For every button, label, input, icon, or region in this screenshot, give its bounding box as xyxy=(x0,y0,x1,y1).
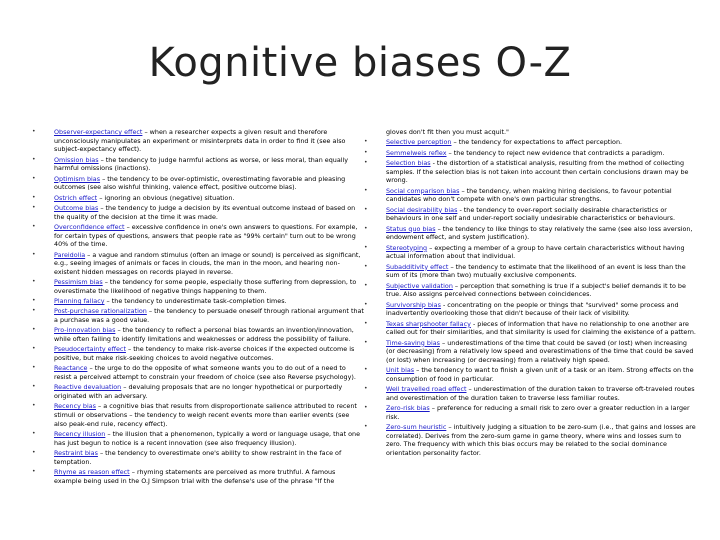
bias-term-link[interactable]: Post-purchase rationalization xyxy=(54,307,147,316)
bullet-icon: • xyxy=(32,383,36,391)
bias-description: – the tendency to like things to stay relatively the same (see also loss aversion, endowment effect, and system justification). xyxy=(386,224,693,242)
bias-description: – the tendency for some people, especially those suffering from depression, to overestimate the likelihood of negative things happening to them. xyxy=(54,278,357,295)
bias-term-link[interactable]: Subadditivity effect xyxy=(386,262,449,271)
bullet-icon: • xyxy=(364,319,368,327)
bias-term-link[interactable]: Semmelweis reflex xyxy=(386,148,447,157)
bias-term-link[interactable]: Recency bias xyxy=(54,402,96,411)
bias-list-item xyxy=(32,448,364,466)
bias-list-item xyxy=(364,138,698,147)
bias-term-link[interactable]: Ostrich effect xyxy=(54,193,98,202)
bias-term-link[interactable]: Optimism bias xyxy=(54,174,101,183)
bullet-icon: • xyxy=(364,205,368,213)
bias-list-item xyxy=(32,250,364,277)
bias-term-link[interactable]: Pessimism bias xyxy=(54,278,103,287)
bullet-icon: • xyxy=(364,385,368,393)
bias-term-link[interactable]: Reactance xyxy=(54,364,88,373)
bullet-icon: • xyxy=(364,159,368,167)
bullet-icon: • xyxy=(32,203,36,211)
bias-list-item xyxy=(32,345,364,363)
bias-term-link[interactable]: Stereotyping xyxy=(386,243,428,252)
bullet-icon: • xyxy=(32,467,36,475)
bias-list-item xyxy=(32,128,364,154)
bias-description: – the urge to do the opposite of what someone wants you to do out of a need to resist a perceived attempt to constrain your freedom of choice (see also Reverse psychology). xyxy=(54,364,356,381)
bias-term-link[interactable]: Overconfidence effect xyxy=(54,222,125,231)
bias-list-item xyxy=(32,278,364,295)
bias-description: – the tendency to judge a decision by its eventual outcome instead of based on the quality of the decision at the time it was made. xyxy=(54,203,356,221)
bullet-icon: • xyxy=(32,326,36,334)
bias-description: – devaluing proposals that are no longer hypothetical or purportedly originated with an adversary. xyxy=(54,383,343,400)
bias-description: – the tendency to want to finish a given unit of a task or an item. Strong effects on the consumption of food in particular. xyxy=(386,366,694,383)
bias-description: – preference for reducing a small risk to zero over a greater reduction in a larger risk. xyxy=(386,404,690,421)
bullet-icon: • xyxy=(364,423,368,431)
bias-term-link[interactable]: Well travelled road effect xyxy=(386,385,467,394)
bullet-icon: • xyxy=(32,307,36,315)
bias-list-item xyxy=(364,404,698,421)
bias-list-item xyxy=(364,205,698,223)
bias-description: – intuitively judging a situation to be zero-sum (i.e., that gains and losses are correlated). Derives from the zero-sum game in game theory, where wins and losses sum to zero. The frequency with which this bias occurs may be related to the social dominance orientation personality factor. xyxy=(386,423,696,457)
bias-list-item xyxy=(364,300,698,318)
bias-term-link[interactable]: Status quo bias xyxy=(386,224,436,233)
bias-list-item xyxy=(32,174,364,192)
right-bias-list xyxy=(364,128,698,458)
bias-term-link[interactable]: Pseudocertainty effect xyxy=(54,345,126,354)
bullet-icon: • xyxy=(364,300,368,308)
bias-list-item xyxy=(364,423,698,457)
bias-description: – the tendency to persuade oneself through rational argument that a purchase was a good value. xyxy=(54,307,364,325)
bias-term-link[interactable]: Planning fallacy xyxy=(54,297,105,306)
bullet-icon: • xyxy=(32,364,36,372)
bullet-icon: • xyxy=(32,278,36,286)
bias-description: – excessive confidence in one's own answers to questions. For example, for certain types of questions, answers that people rate as "99% certain" turn out to be wrong 40% of the time. xyxy=(54,222,358,249)
bullet-icon: • xyxy=(364,281,368,289)
bias-term-link[interactable]: Rhyme as reason effect xyxy=(54,467,130,476)
bias-list-item xyxy=(32,203,364,221)
bias-list-item xyxy=(364,281,698,299)
bias-description: – expecting a member of a group to have certain characteristics without having actual information about that individual. xyxy=(386,243,685,261)
bullet-icon: • xyxy=(364,224,368,232)
bias-term-link[interactable]: Pro-innovation bias xyxy=(54,326,116,335)
bias-term-link[interactable]: Survivorship bias xyxy=(386,300,441,309)
left-bias-list xyxy=(32,128,364,485)
bias-term-link[interactable]: Zero-sum heuristic xyxy=(386,423,447,432)
bias-description: - the distortion of a statistical analysis, resulting from the method of collecting samples. If the selection bias is not taken into account then certain conclusions drawn may be wrong. xyxy=(386,159,689,185)
bias-list-item xyxy=(364,224,698,242)
bias-term-link[interactable]: Outcome bias xyxy=(54,203,99,212)
bias-description: – rhyming statements are perceived as more truthful. A famous example being used in the O.J Simpson trial with the defense's use of the phrase "If the xyxy=(54,467,336,485)
bias-list-item xyxy=(32,467,364,485)
bias-description: - concentrating on the people or things that "survived" some process and inadvertently overlooking those that didn't because of their lack of visibility. xyxy=(386,300,679,318)
bullet-icon: • xyxy=(364,404,368,412)
bias-description: – the tendency, when making hiring decisions, to favour potential candidates who don't compete with one's own particular strengths. xyxy=(386,186,672,204)
bias-list-item xyxy=(32,326,364,344)
bias-term-link[interactable]: Unit bias xyxy=(386,366,415,375)
bias-description: – ignoring an obvious (negative) situation. xyxy=(97,193,235,202)
bias-description: – the tendency for expectations to affect perception. xyxy=(451,138,623,147)
bullet-icon: • xyxy=(32,155,36,163)
bias-list-item xyxy=(32,307,364,325)
bullet-icon: • xyxy=(32,128,36,135)
bias-list-item xyxy=(32,155,364,173)
bias-list-item xyxy=(364,262,698,280)
bias-term-link[interactable]: Texas sharpshooter fallacy xyxy=(386,319,471,328)
bias-description: – the tendency to make risk-averse choices if the expected outcome is positive, but make risk-seeking choices to avoid negative outcomes. xyxy=(54,345,355,363)
right-column xyxy=(364,128,698,459)
bias-description: – perception that something is true if a subject's belief demands it to be true. Also assigns perceived connections between coincidences. xyxy=(386,281,686,299)
bullet-icon: • xyxy=(364,366,368,374)
bias-description: – the tendency to underestimate task-completion times. xyxy=(104,297,287,306)
bias-description: – the illusion that a phenomenon, typically a word or language usage, that one has just begun to notice is a recent innovation (see also frequency illusion). xyxy=(54,429,360,447)
bullet-icon: • xyxy=(32,250,36,258)
bullet-icon: • xyxy=(32,222,36,230)
bias-list-item xyxy=(364,385,698,402)
bias-list-item xyxy=(32,193,364,203)
slide-title: Kognitive biases O-Z xyxy=(148,40,572,86)
bullet-icon: • xyxy=(364,138,368,146)
left-column xyxy=(32,128,364,487)
bias-term-link[interactable]: Omission bias xyxy=(54,155,99,164)
bullet-icon: • xyxy=(32,297,36,305)
bullet-icon: • xyxy=(364,243,368,251)
bias-description: – the tendency to be over-optimistic, overestimating favorable and pleasing outcomes (see also wishful thinking, valence effect, positive outcome bias). xyxy=(54,174,346,192)
bullet-icon: • xyxy=(364,262,368,270)
bullet-icon: • xyxy=(32,193,36,201)
bias-description: – the tendency to judge harmful actions as worse, or less moral, than equally harmful omissions (inactions). xyxy=(54,155,349,173)
bias-description: - pieces of information that have no relationship to one another are called out for their similarities, and that similarity is used for claiming the existence of a pattern. xyxy=(386,319,696,337)
bias-list-item xyxy=(364,148,698,158)
bullet-icon: • xyxy=(32,429,36,437)
bias-description: – the tendency to reject new evidence that contradicts a paradigm. xyxy=(446,148,665,157)
bullet-icon: • xyxy=(32,402,36,410)
bias-list-item xyxy=(32,429,364,447)
bias-term-link[interactable]: Social desirability bias xyxy=(386,205,458,214)
bias-description: – underestimations of the time that could be saved (or lost) when increasing (or decreasing) from a relatively low speed and overestimations of the time that could be saved (or lost) when increasing (or decreasing) from a relatively high speed. xyxy=(386,338,694,364)
bias-description: – a vague and random stimulus (often an image or sound) is perceived as significant, e.g., seeing images of animals or faces in clouds, the man in the moon, and hearing non-existent hidden messages on records played in reverse. xyxy=(54,250,361,276)
bullet-icon: • xyxy=(32,174,36,182)
bias-description: – the tendency to reflect a personal bias towards an invention/innovation, while often failing to identify limitations and weaknesses or address the possibility of failure. xyxy=(54,326,354,344)
bullet-icon: • xyxy=(32,345,36,353)
bias-term-link[interactable]: Restraint bias xyxy=(54,448,98,457)
bias-term-link[interactable]: Observer-expectancy effect xyxy=(54,128,143,136)
bias-term-link[interactable]: Social comparison bias xyxy=(386,186,460,195)
bias-list-item xyxy=(364,159,698,185)
bias-list-item xyxy=(364,243,698,261)
bias-description: – a cognitive bias that results from disproportionate salience attributed to recent stimuli or observations – the tendency to weigh recent events more than earlier events (see also peak-end rule, recency effect). xyxy=(54,402,357,428)
bias-term-link[interactable]: Zero-risk bias xyxy=(386,404,430,413)
bias-term-link[interactable]: Time-saving bias xyxy=(386,338,440,347)
bullet-icon: • xyxy=(32,448,36,456)
bias-list-item xyxy=(364,186,698,204)
bias-description: – when a researcher expects a given result and therefore unconsciously manipulates an experiment or misinterprets data in order to find it (see also subject-expectancy effect). xyxy=(54,128,346,154)
bias-list-item xyxy=(364,319,698,337)
bias-list-item xyxy=(32,364,364,381)
bias-list-item xyxy=(32,222,364,249)
bias-list-item xyxy=(364,338,698,365)
bias-description: – the tendency to overestimate one's ability to show restraint in the face of temptation. xyxy=(54,448,342,466)
bias-term-link[interactable]: Reactive devaluation xyxy=(54,383,122,392)
bias-description: – underestimation of the duration taken to traverse oft-traveled routes and overestimation of the duration taken to traverse less familiar routes. xyxy=(386,385,695,402)
bias-list-item xyxy=(32,383,364,400)
bias-description: – the tendency to estimate that the likelihood of an event is less than the sum of its (more than two) mutually exclusive components. xyxy=(386,262,686,280)
bias-list-item xyxy=(32,297,364,306)
bullet-icon: • xyxy=(364,148,368,156)
bias-term-link[interactable]: Selective perception xyxy=(386,138,452,147)
bias-term-link[interactable]: Pareidolia xyxy=(54,250,86,259)
bias-description: gloves don't fit then you must acquit." xyxy=(386,128,509,136)
bullet-icon: • xyxy=(364,338,368,346)
bias-term-link[interactable]: Recency illusion xyxy=(54,429,106,438)
bias-term-link[interactable]: Selection bias xyxy=(386,159,431,168)
bias-list-item xyxy=(32,402,364,428)
bias-description: - the tendency to over-report socially desirable characteristics or behaviours in one self and under-report socially undesirable characteristics or behaviours. xyxy=(386,205,676,223)
bias-term-link[interactable]: Subjective validation xyxy=(386,281,453,290)
bias-list-item xyxy=(364,366,698,383)
bias-list-item xyxy=(386,128,698,137)
bullet-icon: • xyxy=(364,186,368,194)
